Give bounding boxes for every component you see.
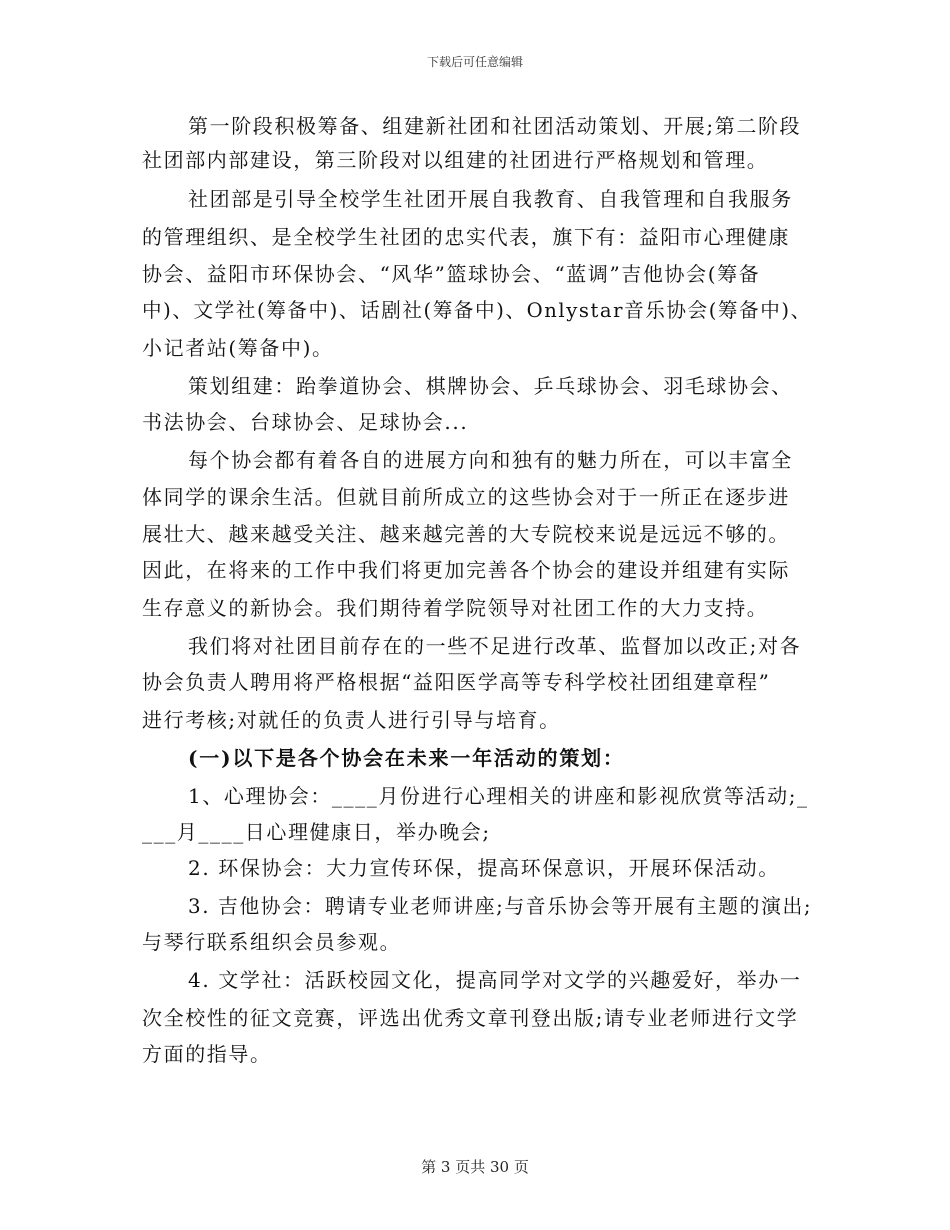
body-line: 社团部是引导全校学生社团开展自我教育、自我管理和自我服务	[188, 187, 793, 211]
page-footer: 第 3 页共 30 页	[421, 1158, 529, 1176]
body-line: 协会负责人聘用将严格根据“益阳医学高等专科学校社团组建章程”	[142, 670, 771, 694]
body-line: 每个协会都有着各自的进展方向和独有的魅力所在，可以丰富全	[188, 448, 793, 472]
body-line: 生存意义的新协会。我们期待着学院领导对社团工作的大力支持。	[142, 596, 769, 620]
body-line: 我们将对社团目前存在的一些不足进行改革、监督加以改正;对各	[188, 634, 802, 658]
body-line: 书法协会、台球协会、足球协会...	[142, 410, 469, 434]
body-line: 1、心理协会：____月份进行心理相关的讲座和影视欣赏等活动;_	[188, 784, 809, 808]
body-line: 社团部内部建设，第三阶段对以组建的社团进行严格规划和管理。	[142, 148, 769, 172]
section-heading: (一)以下是各个协会在未来一年活动的策划：	[188, 746, 625, 770]
body-line: 展壮大、越来越受关注、越来越完善的大专院校来说是远远不够的。	[142, 522, 790, 546]
body-line: 协会、益阳市环保协会、“风华”篮球协会、“蓝调”吉他协会(筹备	[142, 262, 761, 286]
body-line: 进行考核;对就任的负责人进行引导与培育。	[142, 708, 561, 732]
body-line: 3. 吉他协会：聘请专业老师讲座;与音乐协会等开展有主题的演出;	[188, 894, 813, 918]
body-line: 策划组建：跆拳道协会、棋牌协会、乒乓球协会、羽毛球协会、	[188, 374, 793, 398]
page-header: 下载后可任意编辑	[426, 55, 523, 69]
body-line: 4. 文学社：活跃校园文化，提高同学对文学的兴趣爱好，举办一	[188, 968, 802, 992]
body-line: 体同学的课余生活。但就目前所成立的这些协会对于一所正在逐步进	[142, 485, 790, 509]
body-line: 的管理组织、是全校学生社团的忠实代表，旗下有：益阳市心理健康	[142, 225, 790, 249]
body-line: ___月____日心理健康日，举办晚会;	[142, 820, 491, 844]
body-line: 第一阶段积极筹备、组建新社团和社团活动策划、开展;第二阶段	[188, 114, 802, 138]
body-line: 2. 环保协会：大力宣传环保，提高环保意识，开展环保活动。	[188, 856, 780, 880]
body-line: 因此，在将来的工作中我们将更加完善各个协会的建设并组建有实际	[142, 558, 790, 582]
body-line: 与琴行联系组织会员参观。	[142, 930, 402, 954]
body-line: 小记者站(筹备中)。	[142, 336, 334, 360]
body-line: 中)、文学社(筹备中)、话剧社(筹备中)、Onlystar音乐协会(筹备中)、	[142, 298, 812, 322]
body-line: 方面的指导。	[142, 1042, 272, 1066]
body-line: 次全校性的征文竞赛，评选出优秀文章刊登出版;请专业老师进行文学	[142, 1006, 799, 1030]
